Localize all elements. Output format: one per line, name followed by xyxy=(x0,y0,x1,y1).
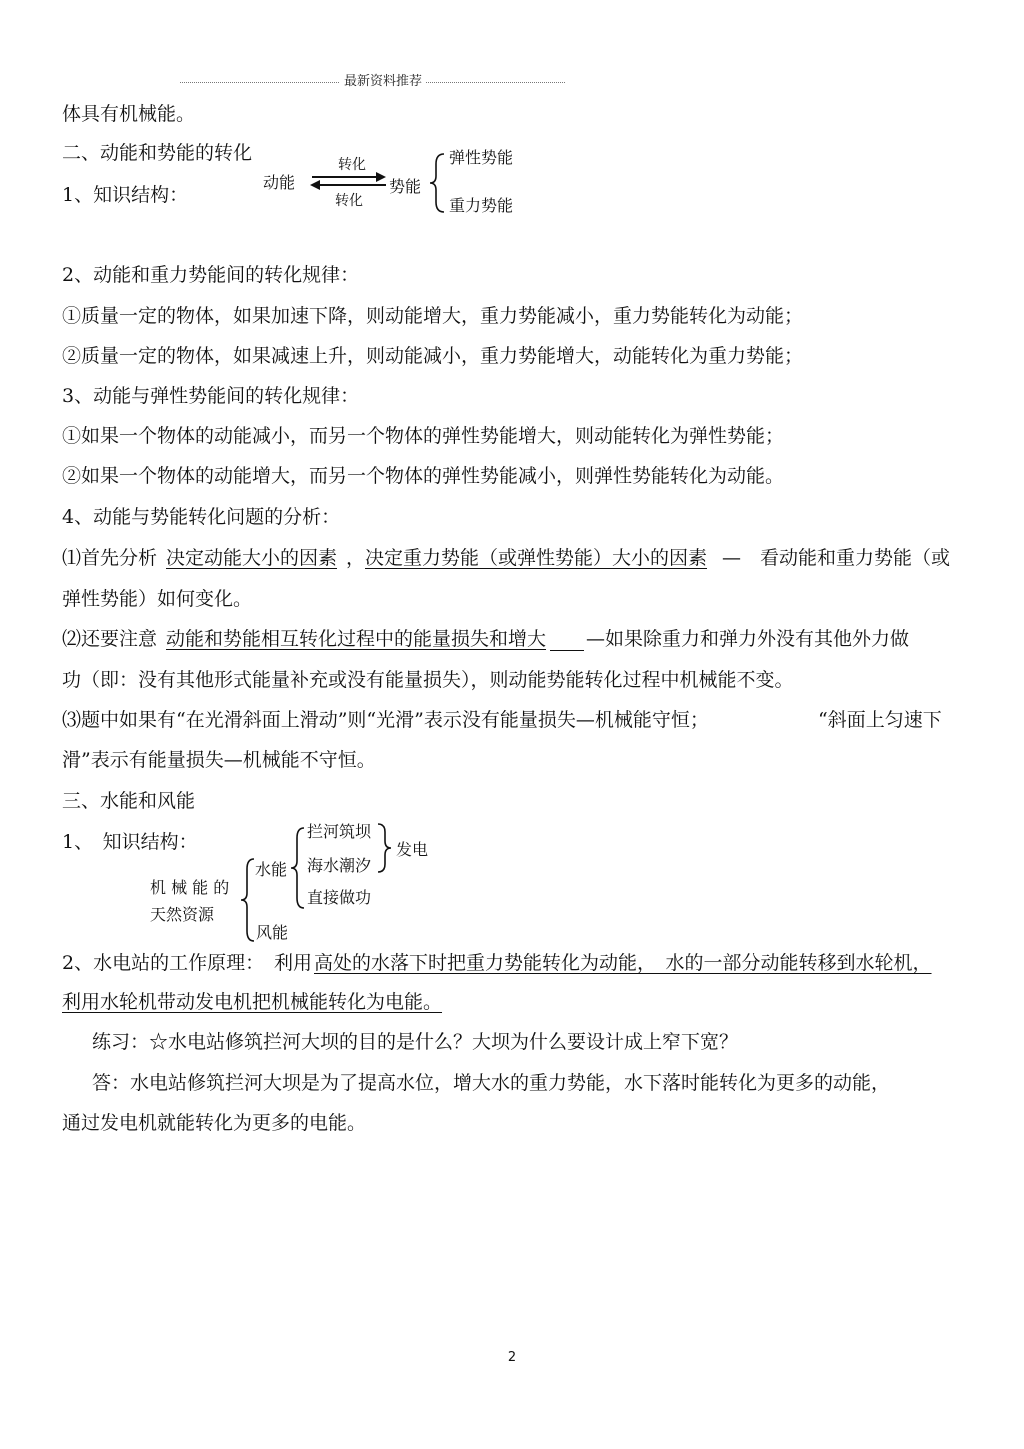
section-heading: 二、动能和势能的转化 xyxy=(62,142,253,164)
text-line: 3、动能与弹性势能间的转化规律： xyxy=(62,385,360,407)
diagram-label-convert-top: 转化 xyxy=(338,157,366,173)
text-line: 利用 xyxy=(274,952,313,974)
text-line: ⑵还要注意 xyxy=(62,628,158,650)
section-heading: 三、水能和风能 xyxy=(62,790,196,812)
diagram-label-kinetic: 动能 xyxy=(263,173,296,192)
text-line: 4、动能与势能转化问题的分析： xyxy=(62,506,341,528)
underlined-phrase: 决定动能大小的因素 xyxy=(166,547,338,569)
text-line: ⑶题中如果有“在光滑斜面上滑动”则“光滑”表示没有能量损失—机械能守恒； xyxy=(62,709,709,731)
underlined-phrase: 高处的水落下时把重力势能转化为动能， 水的一部分动能转移到水轮机， xyxy=(314,952,932,974)
brace-icon xyxy=(428,152,446,214)
text-line: — 看动能和重力势能（或 xyxy=(722,547,951,569)
diagram-label-elastic: 弹性势能 xyxy=(449,148,514,167)
underlined-phrase: 决定重力势能（或弹性势能）大小的因素 xyxy=(365,547,708,569)
diagram-label-convert-bottom: 转化 xyxy=(335,193,363,209)
exercise-question: 练习：☆水电站修筑拦河大坝的目的是什么？大坝为什么要设计成上窄下宽？ xyxy=(92,1031,739,1053)
text-line: ， xyxy=(346,547,366,569)
closing-brace-icon xyxy=(376,822,392,874)
text-line: 1、知识结构： xyxy=(62,184,189,206)
text-line: ①质量一定的物体，如果加速下降，则动能增大，重力势能减小，重力势能转化为动能； xyxy=(62,305,804,327)
page-number: 2 xyxy=(507,1350,517,1365)
exercise-answer: 通过发电机就能转化为更多的电能。 xyxy=(62,1112,367,1134)
diagram-label-water-energy: 水能 xyxy=(255,860,288,879)
diagram-label-tide: 海水潮汐 xyxy=(307,856,372,875)
text-line: 2、水电站的工作原理： xyxy=(62,952,265,974)
diagram-label-resource-2: 天然资源 xyxy=(150,905,215,924)
text-line: ①如果一个物体的动能减小，而另一个物体的弹性势能增大，则动能转化为弹性势能； xyxy=(62,425,785,447)
underlined-phrase: 动能和势能相互转化过程中的能量损失和增大 xyxy=(166,628,547,650)
diagram-label-wind-energy: 风能 xyxy=(256,923,289,942)
text-line: ⑴首先分析 xyxy=(62,547,158,569)
diagram-label-gravitational: 重力势能 xyxy=(449,196,514,215)
brace-icon xyxy=(240,857,256,943)
underlined-phrase: 利用水轮机带动发电机把机械能转化为电能。 xyxy=(62,991,443,1013)
header-label: 最新资料推荐 xyxy=(340,72,426,92)
diagram-label-power-generation: 发电 xyxy=(396,840,429,859)
exercise-answer: 答：水电站修筑拦河大坝是为了提高水位，增大水的重力势能，水下落时能转化为更多的动能， xyxy=(92,1072,891,1094)
text-line: 功（即：没有其他形式能量补充或没有能量损失），则动能势能转化过程中机械能不变。 xyxy=(62,669,794,691)
diagram-label-dam: 拦河筑坝 xyxy=(307,822,372,841)
text-line: 弹性势能）如何变化。 xyxy=(62,588,253,610)
diagram-label-direct-work: 直接做功 xyxy=(307,888,372,907)
text-line: 1、 知识结构： xyxy=(62,831,198,853)
double-arrow-icon xyxy=(308,170,390,192)
text-line: “斜面上匀速下 xyxy=(818,709,942,731)
text-line: ②如果一个物体的动能增大，而另一个物体的弹性势能减小，则弹性势能转化为动能。 xyxy=(62,465,785,487)
page-header xyxy=(180,72,565,92)
text-line: —如果除重力和弹力外没有其他外力做 xyxy=(586,628,910,650)
text-line: 滑”表示有能量损失—机械能不守恒。 xyxy=(62,749,376,771)
underline-extension xyxy=(550,650,584,651)
brace-icon xyxy=(290,826,306,910)
text-line: 2、动能和重力势能间的转化规律： xyxy=(62,264,360,286)
text-line: ②质量一定的物体，如果减速上升，则动能减小，重力势能增大，动能转化为重力势能； xyxy=(62,345,804,367)
diagram-label-resource-1: 机 械 能 的 xyxy=(150,878,230,897)
diagram-label-potential: 势能 xyxy=(389,177,422,196)
text-line: 体具有机械能。 xyxy=(62,103,196,125)
